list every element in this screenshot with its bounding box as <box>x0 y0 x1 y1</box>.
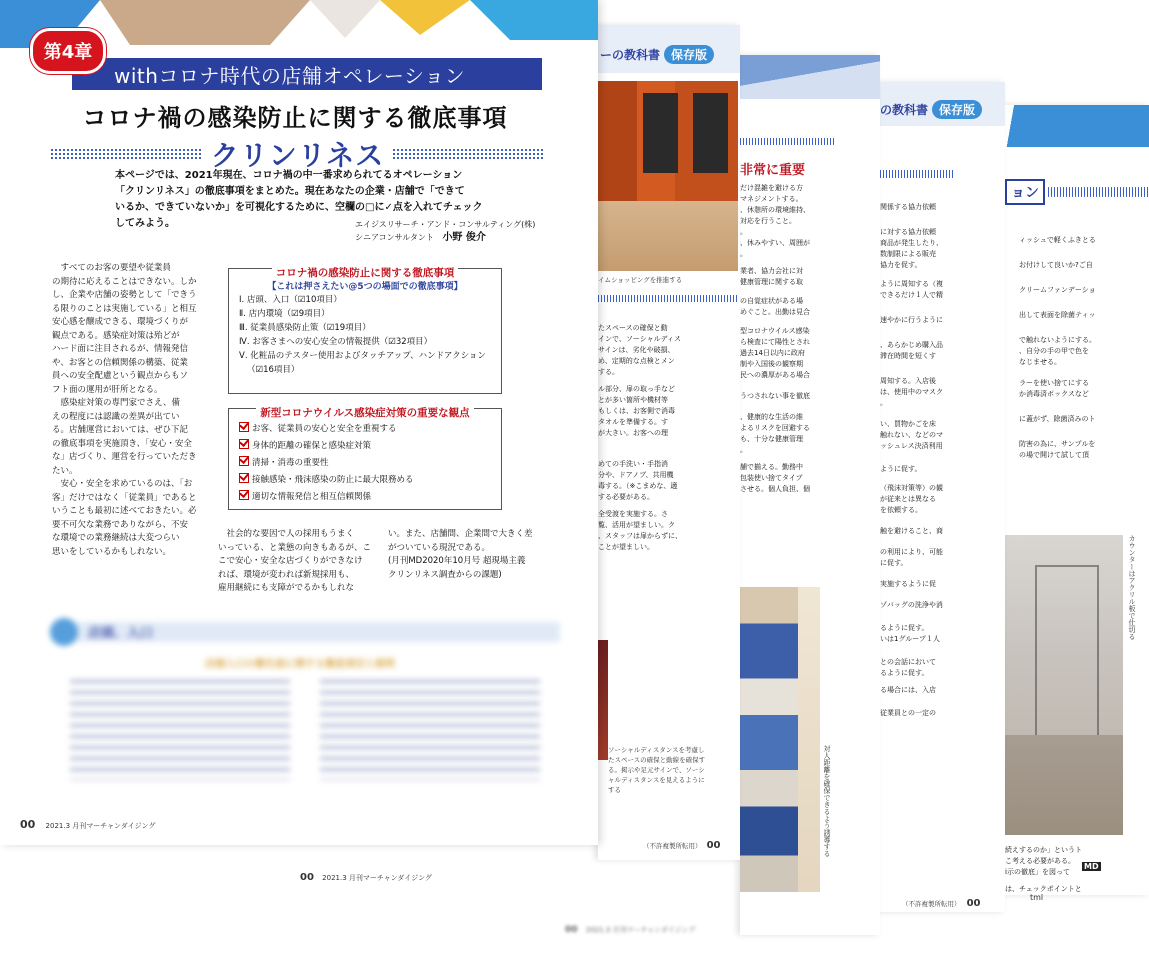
box2-item-label: 身体的距離の確保と感染症対策 <box>252 441 372 451</box>
box2-item-label: 接触感染・飛沫感染の防止に最大限務める <box>252 475 414 485</box>
box2-item[interactable] <box>239 455 497 472</box>
page5-tail-line: は、チェックポイントと <box>1005 885 1082 893</box>
author-name: 小野 俊介 <box>442 232 486 243</box>
page3-vertical-caption: 対人距離を確保できるよう誘導する <box>823 745 831 857</box>
page2-body <box>598 323 738 553</box>
lead-line: いるか、できていないか」を可視化するために、空欄の□に✓点を入れてチェック <box>115 202 483 213</box>
page5-line: に蓋がず、除菌済みのト <box>1019 415 1096 423</box>
blurred-bottom-footer <box>565 925 696 935</box>
subheadline-dots-right <box>392 148 545 160</box>
page2-line: 毒する。（※こまめな、適 <box>598 482 678 490</box>
page4-line: ゾバッグの洗浄や消 <box>880 601 943 609</box>
page5-line: 、自分の手の甲で色を <box>1019 347 1089 355</box>
locker-panel <box>643 93 678 173</box>
floor-shadow <box>1005 735 1123 835</box>
page2-page-num: 00 <box>706 840 721 851</box>
page2-line: する必要がある。 <box>598 493 654 501</box>
body-line: がついている現況である。 <box>388 542 491 553</box>
floor <box>598 201 738 271</box>
body-line: し、企業や店舗の姿勢として「できう <box>52 290 197 300</box>
page3-line: めぐこと。出勤は見合 <box>740 308 810 316</box>
page4-body <box>880 202 1002 719</box>
page3-line: 制や入国後の観察期 <box>740 360 803 368</box>
page4-dot-rule <box>880 170 955 178</box>
body-line: えの程度には認識の差異が出てい <box>52 411 180 422</box>
page2-footer <box>643 840 721 851</box>
body-line: ハード面に注目されるが、情報発信 <box>52 344 189 354</box>
page3-heading: 非常に重要 <box>740 163 806 178</box>
body-line: フト面の運用が肝所となる。 <box>52 384 163 395</box>
page3-line: 、休憩所の環境維持、 <box>740 206 810 214</box>
page1-footer-num: 00 <box>20 818 36 831</box>
page4-line: 。 <box>880 399 887 407</box>
page4-line: ように促す。 <box>880 465 922 473</box>
body-line: すべてのお客の要望や従業員 <box>60 263 171 273</box>
subheadline: クリンリネス <box>210 139 385 172</box>
page4-line: に促す。 <box>880 559 908 567</box>
checkbox-checked-icon[interactable] <box>239 473 249 483</box>
page3-line: 対応を行うこと。 <box>740 217 796 225</box>
blurred-section-title: 店頭、入口 <box>88 626 154 641</box>
page5-line: で触れないようにする。 <box>1019 336 1096 344</box>
body-line: (月刊MD2020年10月号 超現場主義 <box>388 556 526 566</box>
body-line: 観点である。感染症対策は殆どが <box>52 330 180 341</box>
box2-item-label: 適切な情報発信と相互信頼関係 <box>252 492 372 502</box>
page3-footer-num: 00 <box>300 872 314 883</box>
page5-line: ラーを使い捨てにする <box>1019 379 1089 387</box>
page2-badge: 保存版 <box>664 45 714 64</box>
body-line: いっている、と業態の向きもあるが、こ <box>218 542 372 553</box>
page4-line: るように促す。 <box>880 624 929 632</box>
box1-item: Ⅳ. お客さまへの安心安全の情報提供（☑32項目） <box>239 337 433 347</box>
page3-line: 。 <box>740 250 747 258</box>
page2-line: ことが望ましい。 <box>598 543 654 551</box>
body-line: い。また、店舗間、企業間で大きく差 <box>388 529 533 539</box>
checkbox-checked-icon[interactable] <box>239 456 249 466</box>
box1-item: （☑16項目） <box>247 365 300 375</box>
page2-line: タオルを準備する。す <box>598 418 668 426</box>
page2-photo <box>598 81 738 271</box>
page4-line: ッシュレス決済利用 <box>880 442 943 450</box>
checklist-box-scenes <box>228 268 502 394</box>
page3-photo-side <box>798 587 820 892</box>
page2-line: サインは、劣化や破損、 <box>598 346 675 354</box>
body-line: の徹底事項を実施頂き、「安心・安全 <box>52 438 192 449</box>
page-5 <box>1005 105 1149 895</box>
page5-line: 防害の為に、サンプルを <box>1019 440 1096 448</box>
body-line: 要不可欠な業務でありながら、不安 <box>52 519 189 530</box>
body-line: 客」だけではなく「従業員」であると <box>52 492 197 503</box>
body-line: 安心感を醸成できる、環境づくりが <box>52 317 189 327</box>
page4-line: い、買物かごを床 <box>880 420 936 428</box>
page2-line: めての手洗い・手指消 <box>598 460 668 468</box>
body-col2 <box>218 528 388 596</box>
blurred-section-sub: 店頭入口の衛生面に関する徹底項目と説明 <box>205 659 395 670</box>
page4-notice: （不許複製所転用） <box>902 900 961 908</box>
box2-item-label: 清掃・消毒の重要性 <box>252 458 329 468</box>
page2-line: とが多い箇所や機材等 <box>598 396 668 404</box>
page4-line: 協力を促す。 <box>880 261 922 269</box>
acrylic-stand <box>1035 565 1099 759</box>
chapter-badge: 第4章 <box>30 28 106 74</box>
page3-line: ら検査にて陽性とされ <box>740 338 810 346</box>
page5-dot-rule <box>1048 187 1149 197</box>
lead-line: 本ページでは、2021年現在、コロナ禍の中一番求められてるオペレーション <box>115 170 463 181</box>
page2-line: 全受渡を実施する。さ <box>598 510 668 518</box>
page4-header-text: の教科書 <box>880 103 929 117</box>
section-title: withコロナ時代の店舗オペレーション <box>114 63 466 88</box>
body-line: や、お客との信頼関係の構築、従業 <box>52 357 188 368</box>
box2-item[interactable] <box>239 438 497 455</box>
box2-title-wrap <box>229 401 501 420</box>
body-line: 員への安全配慮という観点からもソ <box>52 371 189 381</box>
page5-line: 出して表面を除菌ティッ <box>1019 311 1096 319</box>
box1-title-wrap <box>229 261 501 280</box>
page3-line: 業者、協力会社に対 <box>740 267 803 275</box>
body-line: 社会的な要因で人の採用もうまく <box>226 529 355 539</box>
page4-line: を依頼する。 <box>880 506 922 514</box>
box2-item[interactable] <box>239 472 497 489</box>
box2-item[interactable] <box>239 421 497 438</box>
section-bar <box>72 58 542 90</box>
page-1 <box>0 0 598 845</box>
page2-line: たスペースの確保と動 <box>598 324 668 332</box>
page3-line: 包装使い捨てタイプ <box>740 474 803 482</box>
page4-line: ように周知する（複 <box>880 280 943 288</box>
box2-list <box>239 421 497 506</box>
page3-line: マネジメントする。 <box>740 195 803 203</box>
page4-line: 従業員との一定の <box>880 709 936 717</box>
body-line: こで安心・安全な店づくりができなけ <box>218 556 363 566</box>
body-col3 <box>388 528 558 582</box>
page2-photo2-caption: ソーシャルディスタンスを考慮したスペースの確保と動線を確保する。掲示や足元サインで、ソーシャルディスタンスを見えるようにする <box>608 746 706 794</box>
blurred-lines-right <box>320 680 540 780</box>
page2-line: ル部分、扉の取っ手など <box>598 385 675 393</box>
box2-item-label: お客、従業員の安心と安全を重視する <box>252 424 397 434</box>
page2-header <box>600 45 714 64</box>
box1-item: Ⅱ. 店内環境（☑9項目） <box>239 309 330 319</box>
page4-line: 周知する。入店後 <box>880 377 936 385</box>
headline: コロナ禍の感染防止に関する徹底事項 <box>82 104 508 132</box>
page3-line: 、休みやすい、周囲が <box>740 239 810 247</box>
page5-md-mark: MD <box>1084 862 1099 871</box>
page3-line: だけ混雑を避ける方 <box>740 184 803 192</box>
page3-top-banner <box>740 55 880 99</box>
page4-line: る場合には、入店 <box>880 686 936 694</box>
page4-line: 滞在時間を短くす <box>880 352 936 360</box>
checkbox-checked-icon[interactable] <box>239 422 249 432</box>
page4-line: 速やかに行うように <box>880 316 943 324</box>
body-line: る。店舗運営においては、ぜひ下記 <box>52 425 189 435</box>
page3-line: の自覚症状がある場 <box>740 297 803 305</box>
body-line: たい。 <box>52 465 78 476</box>
page5-foot: tml <box>1030 893 1044 902</box>
banner-shape-yellow <box>380 0 470 35</box>
page3-line: 民への濃厚がある場合 <box>740 371 810 379</box>
page4-line: 実施するように促 <box>880 580 936 588</box>
blurred-section <box>40 610 560 790</box>
page5-line: なじませる。 <box>1019 358 1061 366</box>
page2-line: 覧、活用が望ましい。ク <box>598 521 675 529</box>
page5-line: ィッシュで軽くふきとる <box>1019 236 1096 244</box>
box1-item: Ⅰ. 店頭、入口（☑10項目） <box>239 295 342 305</box>
page3-line: よるリスクを回避する <box>740 424 810 432</box>
page4-line: 触を避けること、商 <box>880 527 943 535</box>
page4-header <box>880 100 982 119</box>
page4-line: に対する協力依頼 <box>880 228 936 236</box>
body-line: の期待に応えることはできない。しか <box>52 276 197 287</box>
blurred-lines-left <box>70 680 290 780</box>
subheadline-dots-left <box>50 148 203 160</box>
page3-line: 、健康的な生活の維 <box>740 413 803 421</box>
page2-line: 分や、ドアノブ、共用機 <box>598 471 674 479</box>
page-3 <box>740 55 880 935</box>
page5-tail-line: i示の徹底」を図って <box>1005 868 1070 876</box>
body-line: クリンリネス調査からの課題) <box>388 569 502 580</box>
page-4 <box>880 82 1005 912</box>
box1-list <box>239 293 497 377</box>
page5-footer <box>1030 893 1043 902</box>
page5-line: クリームファンデーショ <box>1019 286 1096 294</box>
lead-line: 「クリンリネス」の徹底事項をまとめた。現在あなたの企業・店舗で「できて <box>115 186 465 197</box>
page5-vertical-caption: カウンターはアクリル板で仕切る <box>1128 535 1136 640</box>
page5-line: か消毒済ボックスなど <box>1019 390 1089 398</box>
blurred-section-badge <box>50 618 78 646</box>
page2-photo-2 <box>598 640 608 760</box>
body-line: 思いをしているかもしれない。 <box>52 546 172 557</box>
page4-line: できるだけ１人で精 <box>880 291 943 299</box>
box1-item: Ⅴ. 化粧品のテスター使用およびタッチアップ、ハンドアクション <box>239 351 486 361</box>
page5-heading-row <box>1005 179 1149 205</box>
page4-badge: 保存版 <box>932 100 982 119</box>
page3-footer-num-blur: 00 <box>565 925 578 935</box>
page4-footer <box>902 898 981 909</box>
page-2 <box>598 25 740 860</box>
page4-line: は、使用中のマスク <box>880 388 943 396</box>
page3-body <box>740 183 878 495</box>
page5-line: の場で開けて試して頂 <box>1019 451 1089 459</box>
checklist-box-viewpoints <box>228 408 502 510</box>
page4-line: の利用により、可能 <box>880 548 943 556</box>
page2-line: インで、ソーシャルディス <box>598 335 682 343</box>
page4-line: 、あらかじめ購入品 <box>880 341 943 349</box>
page2-notice: （不許複製所転用） <box>643 842 702 850</box>
page2-line: 、スタッフは扉からずに、 <box>598 532 682 540</box>
page2-header-text: ーの教科書 <box>600 48 661 62</box>
banner-shape-white <box>310 0 380 38</box>
box2-title: 新型コロナウイルス感染症対策の重要な観点 <box>256 407 473 419</box>
banner-shape-lightblue <box>470 0 598 40</box>
page2-line: もしくは、お客側で消毒 <box>598 407 675 415</box>
locker-panel-2 <box>693 93 728 173</box>
page2-line: が大きい。お客への理 <box>598 429 668 437</box>
page5-line: お付けして良いか?ご自 <box>1019 261 1093 269</box>
page4-line: いは1グループ１人 <box>880 635 940 643</box>
page2-dot-rule <box>598 295 738 302</box>
page4-line: るように促す。 <box>880 669 929 677</box>
page3-line: 過去14日以内に政府 <box>740 349 805 357</box>
author-org: エイジスリサーチ・アンド・コンサルティング(株) <box>355 220 536 229</box>
page4-line: 触れない、などのマ <box>880 431 943 439</box>
page3-line: 。 <box>740 446 747 454</box>
body-line: 安心・安全を求めているのは、「お <box>60 479 193 489</box>
page4-line: 関係する協力依頼 <box>880 203 936 211</box>
page3-line: も、十分な健康管理 <box>740 435 803 443</box>
body-col1 <box>52 262 220 559</box>
page3-photo <box>740 587 798 892</box>
body-line: る限りのことは実施している」と相互 <box>52 303 197 314</box>
lead-line: してみよう。 <box>115 218 175 229</box>
page3-footer-text-blur: 2021.3 月刊マーチャンダイジング <box>585 926 696 934</box>
page2-photo-caption: イムショッピングを推進する <box>598 276 683 284</box>
body-line: な環境での業務継続は大変つらい <box>52 533 180 543</box>
page5-tail <box>1005 845 1147 895</box>
page3-line: 舗で揃える。勤務中 <box>740 463 803 471</box>
body-line: いうことも最初に述べておきたい。必 <box>52 506 197 516</box>
body-line: 感染症対策の専門家でさえ、備 <box>60 398 181 408</box>
page1-footer <box>20 818 155 831</box>
page3-line: 健康管理に関する取 <box>740 278 803 286</box>
page3-footer <box>300 872 432 883</box>
page4-line: 商品が発生したり、 <box>880 239 943 247</box>
page3-line: うつされない事を徹底 <box>740 392 810 400</box>
page4-line: （飛沫対策等）の観 <box>880 484 943 492</box>
page4-page-num: 00 <box>966 898 981 909</box>
page4-line: が従来とは異なる <box>880 495 936 503</box>
page2-line: する。 <box>598 368 619 376</box>
author-role: シニアコンサルタント <box>355 233 434 242</box>
box1-sub: 【これは押さえたい@5つの場面での徹底事項】 <box>267 282 463 292</box>
page3-footer-text: 2021.3 月刊マーチャンダイジング <box>322 874 432 882</box>
checkbox-checked-icon[interactable] <box>239 490 249 500</box>
page1-footer-text: 2021.3 月刊マーチャンダイジング <box>45 822 156 830</box>
page3-line: 型コロナウイルス感染 <box>740 327 810 335</box>
box1-item: Ⅲ. 従業員感染防止策（☑19項目） <box>239 323 371 333</box>
page3-dot-rule <box>740 138 835 145</box>
page5-tail-line: 続えするのか」というト <box>1005 846 1082 854</box>
checkbox-checked-icon[interactable] <box>239 439 249 449</box>
body-line: れば、環境が変われば新規採用も、 <box>218 569 355 580</box>
page4-line: との会話において <box>880 658 936 666</box>
page5-heading: ョン <box>1005 179 1045 205</box>
author-block <box>355 218 535 244</box>
body-line: な」店づくり、運営を行っていただき <box>52 452 197 462</box>
page5-photo <box>1005 535 1123 835</box>
page3-line: 。 <box>740 228 747 236</box>
banner-shape-tan <box>100 0 310 45</box>
box2-item[interactable] <box>239 489 497 506</box>
page2-line: め、定期的な点検とメン <box>598 357 675 365</box>
author-line <box>355 231 535 244</box>
page5-body <box>1019 235 1147 461</box>
page5-tail-line: こ考える必要がある。 <box>1005 857 1075 865</box>
box1-title: コロナ禍の感染防止に関する徹底事項 <box>272 267 459 279</box>
page5-top-banner <box>1005 105 1149 147</box>
page3-line: させる。個人負担、個 <box>740 485 810 493</box>
page4-line: 数制限による販売 <box>880 250 936 258</box>
body-line: 雇用継続にも支障がでるかもしれな <box>218 583 355 593</box>
